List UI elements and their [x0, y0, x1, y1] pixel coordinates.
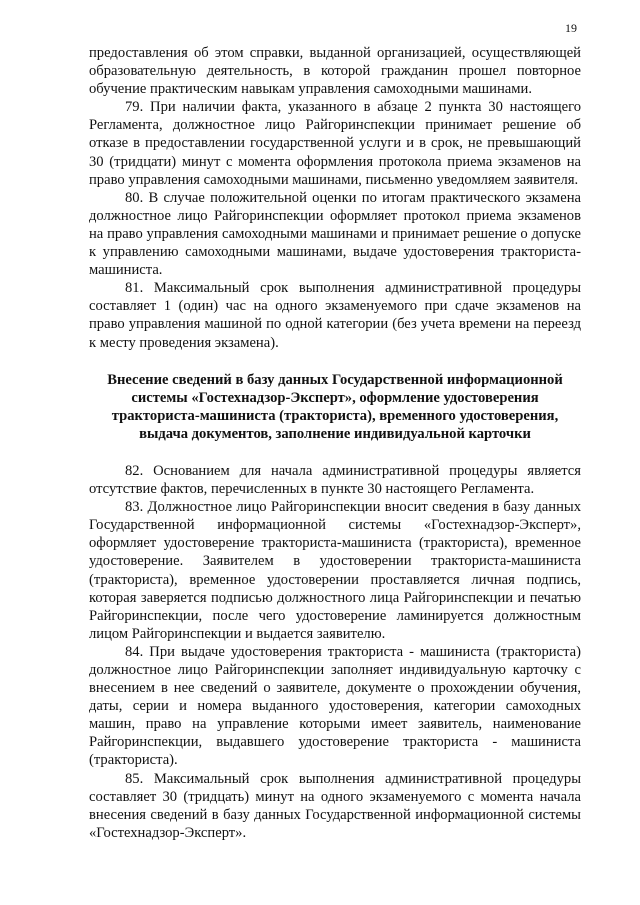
paragraph-81: 81. Максимальный срок выполнения административной процедуры составляет 1 (один) час на одного экзаменуемого при сдаче экзаменов на право управления машиной по одной категории (без учета времени на переезд к месту проведения экзамена).	[89, 280, 581, 351]
paragraph-80: 80. В случае положительной оценки по итогам практического экзамена должностное лицо Райгоринспекции оформляет протокол приема экзаменов на право управления самоходными машинами и принимает решение о допуске к управлению самоходными машинами, выдаче удостоверения тракториста-машиниста.	[89, 189, 581, 279]
section-heading: Внесение сведений в базу данных Государственной информационной системы «Гостехнадзор-Эксперт», оформление удостоверения тракториста-машиниста (тракториста), временного удостоверения, выдача документов, заполнение индивидуальной карточки	[107, 371, 563, 442]
paragraph-84: 84. При выдаче удостоверения тракториста - машиниста (тракториста) должностное лицо Райгоринспекции заполняет индивидуальную карточку с внесением в нее сведений о заявителе, документе о прохождении обучения, даты, серии и номера выданного удостоверения, категории самоходных машин, право на управление которыми имеет заявитель, наименование Райгоринспекции, выдавшего удостоверение тракториста - машиниста (тракториста).	[89, 643, 581, 769]
document-body	[89, 44, 581, 842]
paragraph-85: 85. Максимальный срок выполнения административной процедуры составляет 30 (тридцать) минут на одного экзаменуемого с момента начала внесения сведений в базу данных Государственной информационной системы «Гостехнадзор-Эксперт».	[89, 770, 581, 841]
paragraph-82: 82. Основанием для начала административной процедуры является отсутствие фактов, перечисленных в пункте 30 настоящего Регламента.	[89, 462, 581, 498]
paragraph-continuation: предоставления об этом справки, выданной организацией, осуществляющей образовательную деятельность, в которой гражданин прошел повторное обучение практическим навыкам управления самоходными машинами.	[89, 45, 581, 98]
paragraph-79: 79. При наличии факта, указанного в абзаце 2 пункта 30 настоящего Регламента, должностное лицо Райгоринспекции принимает решение об отказе в предоставлении государственной услуги и в срок, не превышающий 30 (тридцати) минут с момента оформления протокола приема экзаменов на право управления самоходными машинами, письменно уведомляем заявителя.	[89, 99, 581, 188]
paragraph-83: 83. Должностное лицо Райгоринспекции вносит сведения в базу данных Государственной информационной системы «Гостехнадзор-Эксперт», оформляет удостоверение тракториста-машиниста (тракториста), временное удостоверение. Заявителем в удостоверении тракториста-машиниста (тракториста), временное удостоверении проставляется личная подпись, которая заверяется подписью должностного лица Райгоринспекции и печатью Райгоринспекции, после чего удостоверение ламинируется должностным лицом Райгоринспекции и выдается заявителю.	[89, 499, 581, 642]
page-number: 19	[565, 21, 577, 35]
